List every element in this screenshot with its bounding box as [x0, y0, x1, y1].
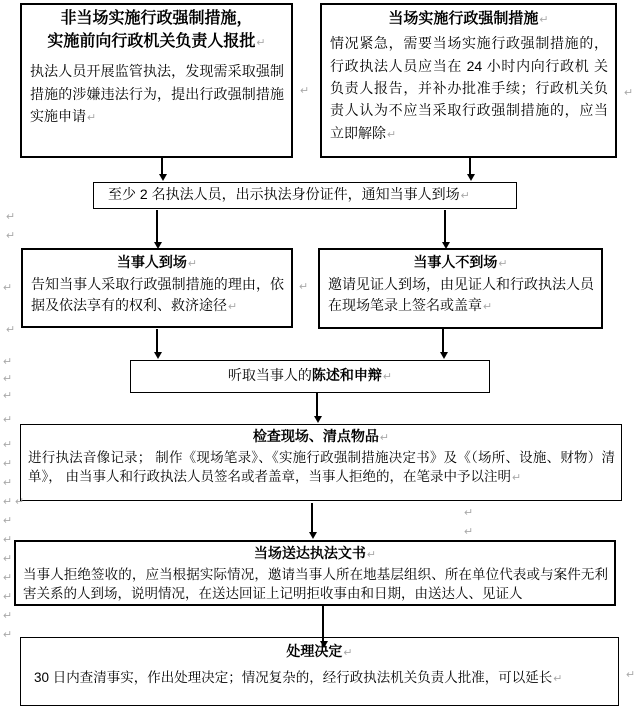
paragraph-mark: ↵: [343, 647, 353, 659]
paragraph-mark: ↵: [256, 36, 266, 49]
flow-box-party-present: [21, 248, 293, 328]
paragraph-mark: ↵: [3, 534, 13, 546]
paragraph-mark: ↵: [366, 549, 377, 561]
title-text: 当场送达执法文书: [253, 545, 366, 561]
flow-box-inspect: [20, 424, 622, 501]
arrowhead-icon: [159, 174, 167, 181]
flow-box-onsite: [320, 3, 617, 158]
body-text: 告知当事人采取行政强制措施的理由，依据及依法享有的权利、救济途径: [31, 275, 284, 313]
box-body: [322, 31, 615, 144]
flow-arrow: [322, 606, 324, 641]
paragraph-mark: ↵: [460, 190, 470, 202]
title-text: 非当场实施行政强制措施，: [60, 10, 253, 27]
paragraph-mark: ↵: [3, 515, 13, 527]
paragraph-mark: ↵: [3, 591, 13, 603]
body-text: 至少 2 名执法人员，出示执法身份证件，通知当事人到场: [108, 186, 460, 202]
paragraph-mark: ↵: [3, 610, 13, 622]
arrowhead-icon: [320, 641, 328, 648]
box-body: [21, 447, 621, 488]
paragraph-mark: ↵: [3, 477, 13, 489]
arrowhead-icon: [440, 352, 448, 359]
paragraph-mark: ↵: [539, 14, 549, 26]
paragraph-mark: ↵: [626, 669, 635, 681]
flow-box-hearing: [130, 360, 490, 393]
paragraph-mark: ↵: [3, 390, 13, 402]
body-text: 情况紧急，需要当场实施行政强制措施的，行政执法人员应当在 24 小时内向行政机 关负责人报告，并补办批准手续；行政机关负责人认为不应当采取行政强制措施的，应当立即解除: [330, 35, 608, 141]
paragraph-mark: ↵: [87, 112, 97, 125]
flow-arrow: [316, 393, 318, 416]
flow-arrow: [156, 329, 158, 352]
title-text: 当事人到场: [116, 254, 187, 270]
paragraph-mark: ↵: [379, 432, 390, 444]
paragraph-mark: ↵: [6, 324, 16, 336]
title-text: 检查现场、清点物品: [252, 428, 379, 444]
paragraph-mark: ↵: [3, 458, 13, 470]
flow-box-party-absent: [318, 248, 603, 329]
flow-arrow: [444, 210, 446, 242]
body-text-bold: 陈述和申辩: [311, 367, 382, 383]
paragraph-mark: ↵: [299, 281, 309, 293]
paragraph-mark: ↵: [624, 87, 634, 99]
paragraph-mark: ↵: [187, 258, 198, 270]
box-title: [322, 8, 615, 29]
title-text: 当事人不到场: [413, 254, 498, 270]
body-text: 当事人拒绝签收的，应当根据实际情况，邀请当事人所在地基层组织、所在单位代表或与案件无利害关系的人到场，说明情况，在送达回证上记明拒收事由和日期，由送达人、见证人: [23, 566, 608, 602]
paragraph-mark: ↵: [512, 472, 522, 485]
arrowhead-icon: [154, 352, 162, 359]
flow-box-pre-approval: [20, 3, 293, 158]
box-title: [16, 544, 614, 564]
title-text: 处理决定: [286, 643, 343, 659]
paragraph-mark: ↵: [3, 629, 13, 641]
box-body: [131, 361, 489, 392]
arrowhead-icon: [309, 532, 317, 539]
box-body: [320, 273, 601, 316]
paragraph-mark: ↵: [387, 128, 397, 141]
flow-box-notify: [93, 182, 517, 209]
flow-arrow: [469, 158, 471, 174]
title-text: 实施前向行政机关负责人报批: [47, 32, 256, 50]
paragraph-mark: ↵: [6, 211, 16, 223]
box-body: [16, 564, 614, 604]
flow-arrow: [161, 158, 163, 174]
box-body: [21, 667, 618, 688]
box-title: [320, 253, 601, 273]
body-text: 30 日内查清事实，作出处理决定；情况复杂的，经行政执法机关负责人批准，可以延长: [34, 669, 553, 685]
paragraph-mark: ↵: [553, 672, 563, 685]
paragraph-mark: ↵: [464, 526, 474, 538]
paragraph-mark: ↵: [228, 300, 238, 313]
paragraph-mark: ↵: [3, 572, 13, 584]
box-body: [22, 59, 291, 127]
box-title: [23, 253, 291, 273]
arrowhead-icon: [467, 174, 475, 181]
flow-arrow: [442, 329, 444, 352]
paragraph-mark: ↵: [3, 553, 13, 565]
paragraph-mark: ↵: [6, 230, 16, 242]
box-body: [23, 273, 291, 316]
paragraph-mark: ↵: [382, 371, 393, 383]
paragraph-mark: ↵: [3, 439, 13, 451]
paragraph-mark: ↵: [464, 507, 474, 519]
box-title: [21, 427, 621, 447]
paragraph-mark: ↵: [15, 496, 25, 508]
paragraph-mark: ↵: [498, 258, 508, 270]
paragraph-mark: ↵: [3, 356, 13, 368]
paragraph-mark: ↵: [300, 85, 310, 97]
paragraph-mark: ↵: [3, 414, 13, 426]
arrowhead-icon: [154, 242, 162, 249]
paragraph-mark: ↵: [3, 496, 13, 508]
flow-arrow: [156, 210, 158, 242]
flow-box-deliver: [14, 540, 616, 606]
title-text: 当场实施行政强制措施: [388, 10, 539, 27]
flow-arrow: [311, 503, 313, 532]
paragraph-mark: ↵: [3, 282, 13, 294]
paragraph-mark: ↵: [483, 300, 493, 313]
box-title: [22, 8, 291, 53]
arrowhead-icon: [442, 242, 450, 249]
paragraph-mark: ↵: [3, 373, 13, 385]
body-text: 执法人员开展监管执法，发现需采取强制措施的涉嫌违法行为，提出行政强制措施实施申请: [30, 63, 284, 125]
body-text: 听取当事人的: [227, 367, 312, 383]
body-text: 进行执法音像记录； 制作《现场笔录》、《实施行政强制措施决定书》及《（场所、设施、财物）清单》， 由当事人和行政执法人员签名或者盖章，当事人拒绝的，在笔录中予以注明: [28, 449, 615, 485]
box-body: [94, 183, 516, 208]
arrowhead-icon: [314, 416, 322, 423]
body-text: 邀请见证人到场，由见证人和行政执法人员在现场笔录上签名或盖章: [328, 275, 594, 313]
